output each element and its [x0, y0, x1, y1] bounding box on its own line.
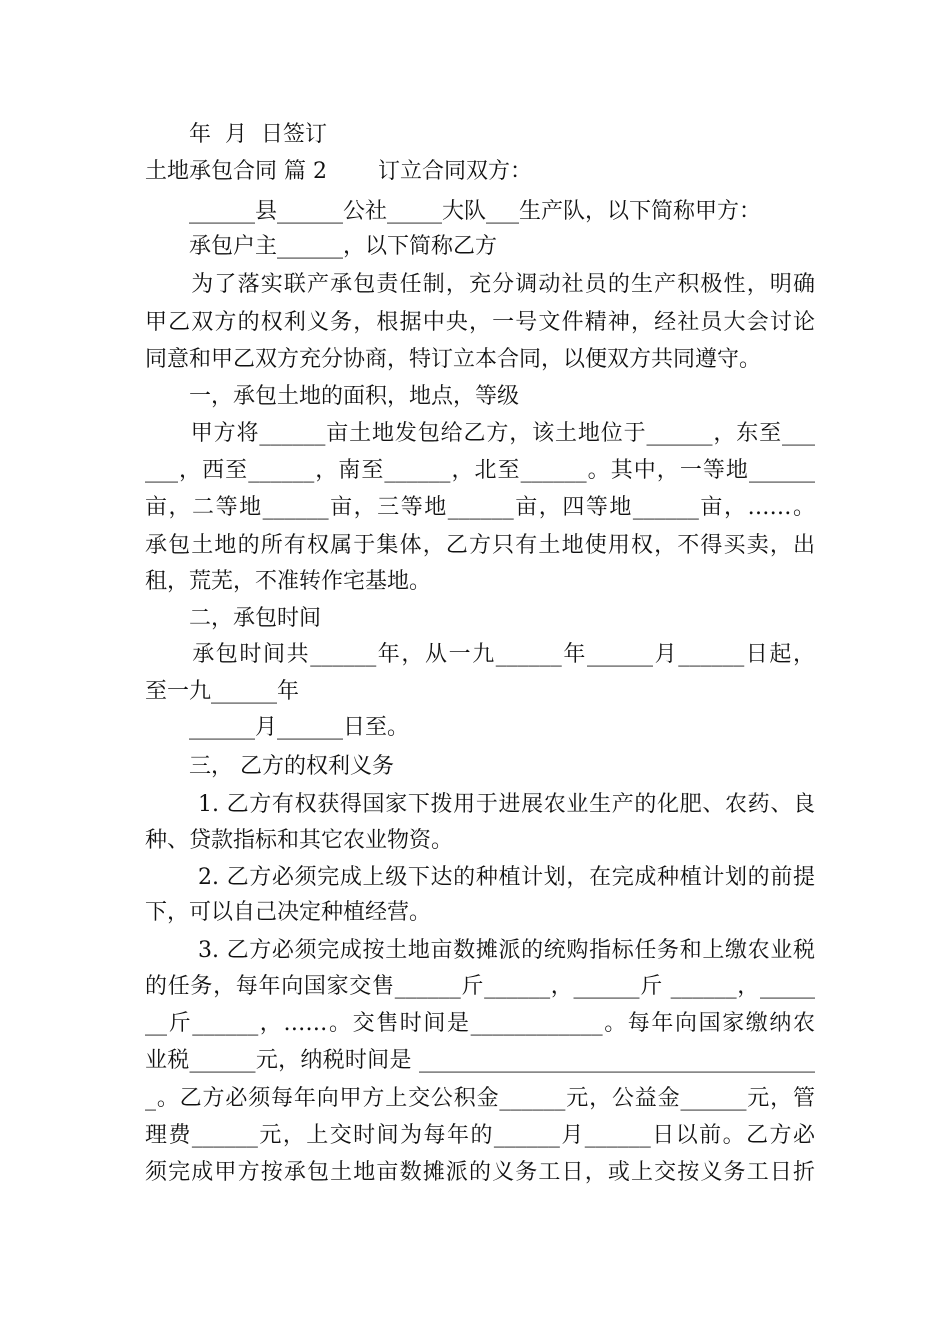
paragraph-line: 2. 乙方必须完成上级下达的种植计划，在完成种植计划的前提 — [145, 865, 815, 890]
signing-date-line: 年 月 日签订 — [145, 122, 327, 147]
paragraph-line: 须完成甲方按承包土地亩数摊派的义务工日，或上交按义务工日折 — [145, 1160, 815, 1185]
contract-heading: 土地承包合同 篇 2 订立合同双方： — [145, 159, 532, 184]
paragraph-line: _。乙方必须每年向甲方上交公积金______元，公益金______元，管 — [145, 1086, 815, 1111]
section-heading: 一，承包土地的面积，地点，等级 — [145, 384, 520, 409]
paragraph-line: 业税______元，纳税时间是 ____________________________________ — [145, 1048, 815, 1073]
paragraph-line: ___，西至______，南至______，北至______。其中，一等地______ — [145, 458, 815, 483]
paragraph-line: 至一九______年 — [145, 679, 300, 704]
party-a-line: ______县______公社_____大队___生产队，以下简称甲方： — [145, 199, 762, 224]
paragraph-line: 甲乙双方的权利义务，根据中央，一号文件精神，经社员大会讨论 — [145, 310, 815, 335]
paragraph-line: ______月______日至。 — [145, 715, 410, 740]
paragraph-line: 为了落实联产承包责任制，充分调动社员的生产积极性，明确 — [145, 272, 815, 297]
paragraph-line: 的任务，每年向国家交售______斤______，______斤 ______，_____ — [145, 974, 815, 999]
section-heading: 三， 乙方的权利义务 — [145, 754, 394, 779]
paragraph-line: 3. 乙方必须完成按土地亩数摊派的统购指标任务和上缴农业税 — [145, 938, 815, 963]
paragraph-line: 承包土地的所有权属于集体，乙方只有土地使用权，不得买卖，出 — [145, 533, 815, 558]
paragraph-line: 种、贷款指标和其它农业物资。 — [145, 828, 454, 853]
paragraph-line: 承包时间共______年，从一九______年______月______日起， — [145, 642, 815, 667]
paragraph-line: 租，荒芜，不准转作宅基地。 — [145, 569, 432, 594]
paragraph-line: 下，可以自己决定种植经营。 — [145, 900, 432, 925]
paragraph-line: __斤______，……。交售时间是____________。每年向国家缴纳农 — [145, 1011, 815, 1036]
paragraph-line: 1. 乙方有权获得国家下拨用于进展农业生产的化肥、农药、良 — [145, 792, 815, 817]
party-b-line: 承包户主______，以下简称乙方 — [145, 234, 498, 259]
paragraph-line: 甲方将______亩土地发包给乙方，该土地位于______，东至___ — [145, 421, 815, 446]
section-heading: 二，承包时间 — [145, 606, 322, 631]
paragraph-line: 理费______元，上交时间为每年的______月______日以前。乙方必 — [145, 1123, 815, 1148]
paragraph-line: 亩，二等地______亩，三等地______亩，四等地______亩，……。 — [145, 495, 815, 520]
paragraph-line: 同意和甲乙双方充分协商，特订立本合同，以便双方共同遵守。 — [145, 347, 762, 372]
